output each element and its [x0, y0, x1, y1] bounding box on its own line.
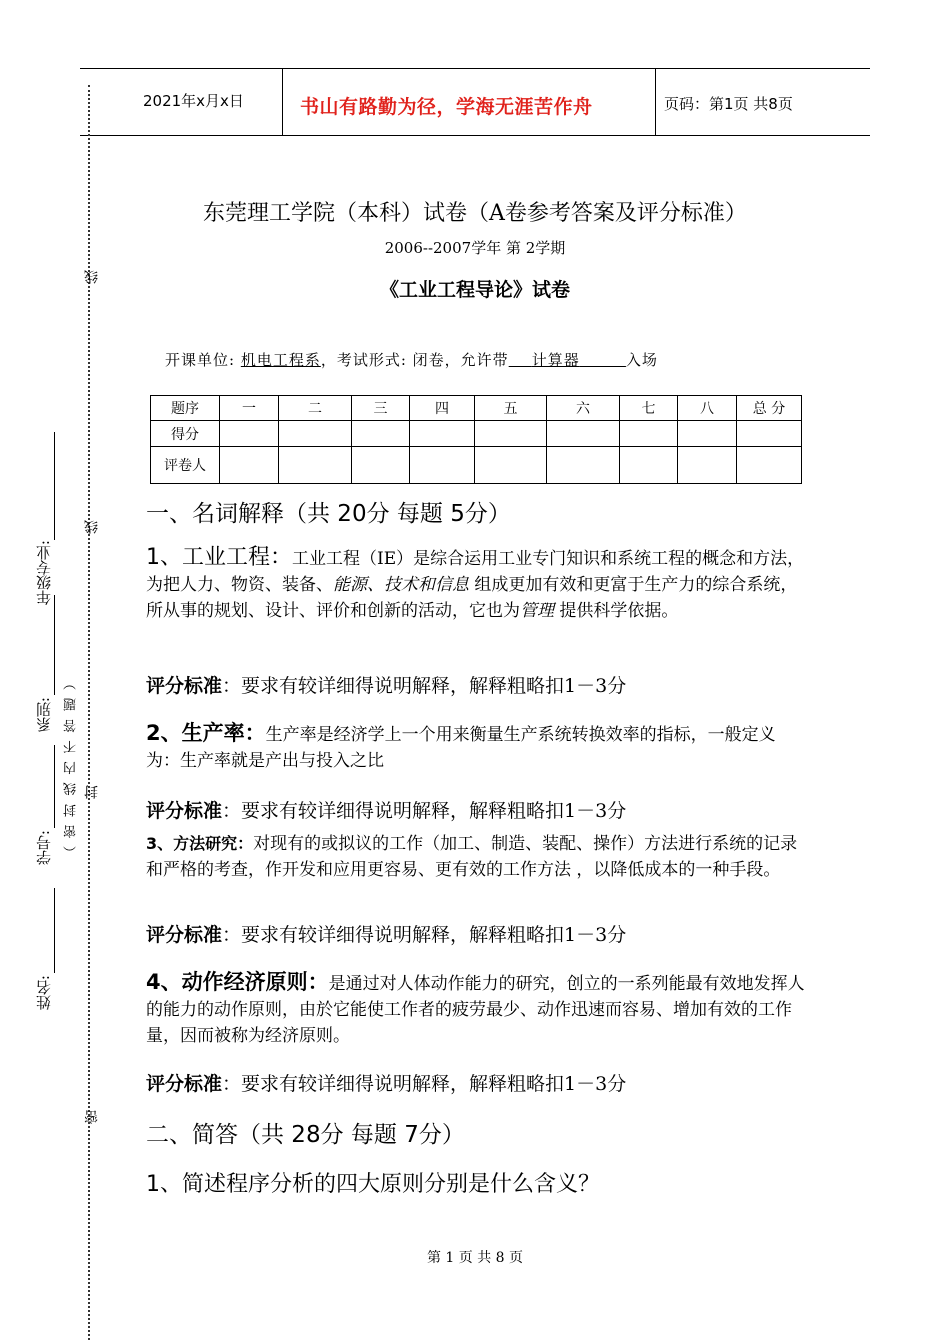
section1-title: 一、名词解释（共 20分 每题 5分） [146, 501, 511, 527]
xuehao-write-line [54, 745, 55, 828]
table-header-cell: 一 [220, 396, 279, 421]
header-divider [282, 69, 283, 136]
q3-head: 3、方法研究： [146, 834, 254, 853]
q2-block [146, 720, 808, 774]
margin-xuehao-label: 学号: [35, 830, 53, 866]
score-cell [620, 421, 678, 447]
grader-cell [279, 447, 352, 484]
exam-form: ，考试形式: 闭卷，允许带 [320, 351, 509, 369]
margin-xian-mid: 线 [84, 520, 100, 534]
unit-value: 机电工程系 [240, 351, 321, 369]
score-cell [279, 421, 352, 447]
grader-row [151, 447, 802, 484]
criteria-2: 评分标准：要求有较详细得说明解释，解释粗略扣1－3分 [146, 800, 627, 822]
header-bottom-rule [80, 135, 870, 136]
row-label: 评卷人 [151, 447, 220, 484]
q1-text-b: 组成更加有效和更富于生产力的综合系统，所从事的规划、设计、评价和创新的活动，它也为 [146, 575, 798, 621]
grader-cell [475, 447, 547, 484]
score-row [151, 421, 802, 447]
margin-xian-top: 线 [84, 270, 100, 284]
margin-feng: 封 [84, 785, 100, 799]
score-cell [475, 421, 547, 447]
table-header-cell: 总 分 [737, 396, 802, 421]
q1-head: 1、工业工程： [146, 545, 292, 570]
table-header-cell: 题序 [151, 396, 220, 421]
grader-cell [352, 447, 410, 484]
q4-text: 是通过对人体动作能力的研究，创立的一系列能最有效地发挥人的能力的动作原则，由於它能使工作者的疲劳最少、动作迅速而容易、增加有效的工作量，因而被称为经济原则。 [146, 974, 805, 1046]
grader-cell [737, 447, 802, 484]
table-header-cell: 六 [547, 396, 620, 421]
table-header-cell: 八 [678, 396, 737, 421]
table-header-cell: 四 [410, 396, 475, 421]
score-cell [220, 421, 279, 447]
header-motto: 书山有路勤为径，学海无涯苦作舟 [300, 96, 593, 118]
score-table-header-row [151, 396, 802, 421]
enter-text: 入场 [625, 351, 658, 369]
criteria-3: 评分标准：要求有较详细得说明解释，解释粗略扣1－3分 [146, 924, 627, 946]
q1-text-a: 工业工程（IE）是综合运用工业专门知识和系统工程的概念和方法，为把人力、物资、装备、 [146, 549, 805, 595]
margin-seal-note: （ 密 封 线 内 不 答 题 ） [64, 675, 79, 860]
margin-nianji-label: 年级专业: [35, 540, 53, 606]
header-top-rule [80, 68, 870, 69]
exam-info-line [165, 349, 658, 370]
q1-text-em2: 管理 [520, 601, 554, 621]
score-cell [737, 421, 802, 447]
table-header-cell: 七 [620, 396, 678, 421]
margin-mi: 密 [84, 1110, 100, 1124]
header-divider [655, 69, 656, 136]
xingming-write-line [54, 888, 55, 973]
margin-xingming-label: 姓名: [35, 975, 53, 1011]
criteria-4: 评分标准：要求有较详细得说明解释，解释粗略扣1－3分 [146, 1073, 627, 1095]
table-header-cell: 三 [352, 396, 410, 421]
score-cell [352, 421, 410, 447]
nianji-write-line [54, 432, 55, 540]
q1-text-c: 提供科学依据。 [554, 601, 679, 621]
grader-cell [678, 447, 737, 484]
exam-term: 2006--2007学年 第 2学期 [384, 239, 566, 257]
grader-cell [620, 447, 678, 484]
score-cell [410, 421, 475, 447]
table-header-cell: 二 [279, 396, 352, 421]
course-title: 《工业工程导论》试卷 [379, 279, 570, 301]
header-page-number: 页码：第1页 共8页 [664, 95, 793, 113]
q4-block [146, 969, 808, 1049]
section2-q1: 1、简述程序分析的四大原则分别是什么含义？ [146, 1172, 600, 1197]
score-cell [678, 421, 737, 447]
margin-xibie-label: 系别: [35, 697, 53, 733]
criteria-1: 评分标准：要求有较详细得说明解释，解释粗略扣1－3分 [146, 675, 627, 697]
q3-block [146, 831, 808, 883]
q3-text: 对现有的或拟议的工作（加工、制造、装配、操作）方法进行系统的记录和严格的考查，作开发和应用更容易、更有效的工作方法 ，以降低成本的一种手段。 [146, 834, 798, 880]
row-label: 得分 [151, 421, 220, 447]
q1-text-em: 能源、技术和信息 [333, 575, 469, 595]
section2-title: 二、简答（共 28分 每题 7分） [146, 1122, 465, 1148]
q4-head: 4、动作经济原则： [146, 970, 329, 994]
q2-head: 2、生产率： [146, 721, 266, 745]
grader-cell [410, 447, 475, 484]
q1-block [146, 545, 808, 624]
allowed-item: 计算器 [531, 351, 580, 369]
xibie-write-line [54, 595, 55, 695]
q2-text: 生产率是经济学上一个用来衡量生产系统转换效率的指标，一般定义为：生产率就是产出与投入之比 [146, 725, 776, 771]
score-cell [547, 421, 620, 447]
score-table [150, 395, 802, 484]
exam-title: 东莞理工学院（本科）试卷（A卷参考答案及评分标准） [203, 201, 747, 226]
header-date: 2021年x月x日 [143, 92, 244, 110]
page-footer: 第 1 页 共 8 页 [426, 1250, 524, 1266]
grader-cell [547, 447, 620, 484]
unit-label: 开课单位: [165, 351, 241, 369]
table-header-cell: 五 [475, 396, 547, 421]
grader-cell [220, 447, 279, 484]
